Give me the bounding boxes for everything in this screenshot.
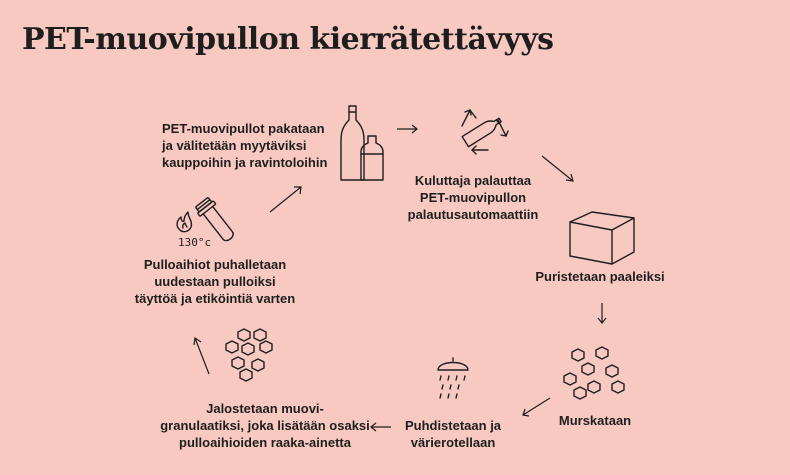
temperature-label: 130°c: [178, 236, 212, 249]
granulate-hexagons-icon: [222, 330, 278, 382]
step-return-text: Kuluttaja palauttaa PET-muovipullon palautusautomaattiin: [407, 173, 539, 222]
crushed-flakes-icon: [562, 346, 628, 398]
flow-arrow-bale-to-crush: [597, 302, 607, 326]
preform-flame-icon: [174, 190, 244, 242]
step-bale-text: Puristetaan paaleiksi: [535, 269, 665, 284]
flow-arrow-pack-to-return: [396, 124, 420, 134]
step-crush-text: Murskataan: [558, 413, 632, 428]
step-granulate-text: Jalostetaan muovi- granulaatiksi, joka lisätään osaksi pulloaihioiden raaka-ainetta: [160, 401, 370, 450]
wash-shower-icon: [436, 356, 470, 404]
bale-cube-icon: [568, 210, 636, 266]
flow-arrow-clean-to-granulate: [368, 422, 392, 432]
step-pack-text: PET-muovipullot pakataan ja välitetään myytäviksi kauppoihin ja ravintoloihin: [162, 121, 328, 170]
recycle-bottle-icon: [448, 100, 512, 160]
flow-arrow-crush-to-clean: [520, 396, 552, 418]
step-clean-text: Puhdistetaan ja värierotellaan: [404, 418, 502, 450]
page-title: PET-muovipullon kierrätettävyys: [22, 22, 554, 57]
flow-arrow-granulate-to-blow: [192, 336, 212, 376]
flow-arrow-blow-to-pack: [268, 184, 304, 214]
flow-arrow-return-to-bale: [540, 154, 576, 184]
bottles-icon: [338, 104, 386, 184]
step-blow-text: Pulloaihiot puhalletaan uudestaan pulloiksi täyttöä ja etiköintiä varten: [134, 257, 296, 306]
